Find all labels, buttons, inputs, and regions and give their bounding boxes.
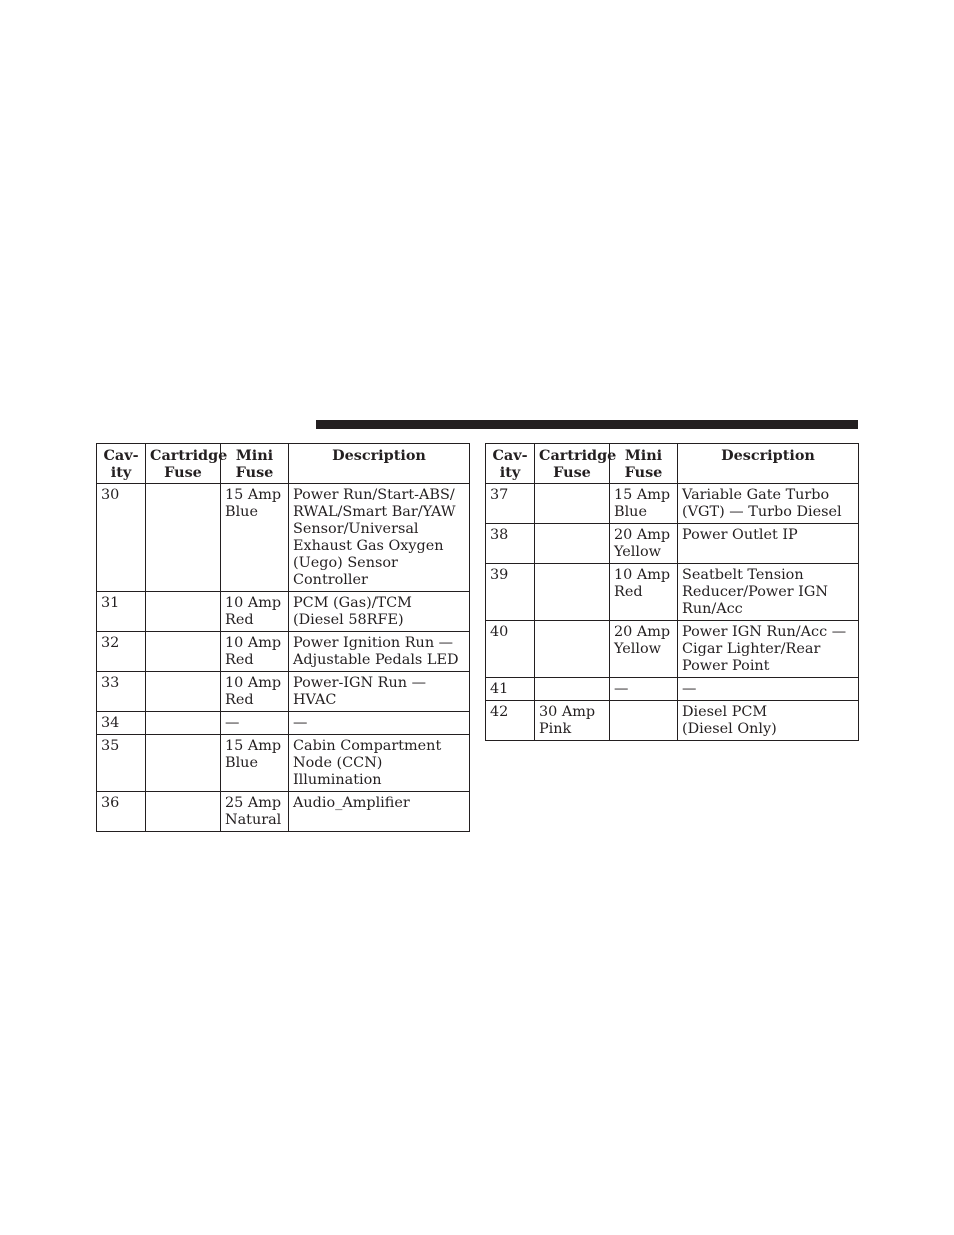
table-row — [97, 592, 470, 632]
cavity-cell: 30 — [97, 484, 146, 592]
header-description: Description — [289, 444, 470, 484]
table-row — [486, 484, 859, 524]
cartridge-cell: 30 Amp Pink — [535, 701, 610, 741]
header-mini-fuse: Mini Fuse — [610, 444, 678, 484]
table-row — [97, 672, 470, 712]
mini-fuse-cell: 15 Amp Blue — [221, 735, 289, 792]
description-cell: Diesel PCM (Diesel Only) — [678, 701, 859, 741]
description-cell: Seatbelt Tension Reducer/Power IGN Run/Acc — [678, 564, 859, 621]
description-cell: Power Run/Start-ABS/ RWAL/Smart Bar/YAW Sensor/Universal Exhaust Gas Oxygen (Uego) Sensor Controller — [289, 484, 470, 592]
cartridge-cell — [146, 484, 221, 592]
table-row — [97, 792, 470, 832]
cartridge-cell — [535, 524, 610, 564]
cavity-cell: 33 — [97, 672, 146, 712]
cavity-cell: 34 — [97, 712, 146, 735]
cavity-cell: 36 — [97, 792, 146, 832]
table-row — [486, 621, 859, 678]
cartridge-cell — [146, 592, 221, 632]
description-cell: — — [289, 712, 470, 735]
cavity-cell: 42 — [486, 701, 535, 741]
mini-fuse-cell: 10 Amp Red — [221, 672, 289, 712]
table-row — [486, 524, 859, 564]
table-row — [486, 564, 859, 621]
description-cell: Power Outlet IP — [678, 524, 859, 564]
cartridge-cell — [146, 672, 221, 712]
mini-fuse-cell: 10 Amp Red — [221, 632, 289, 672]
description-cell: Power Ignition Run — Adjustable Pedals LED — [289, 632, 470, 672]
table-row — [97, 712, 470, 735]
description-cell: Variable Gate Turbo (VGT) — Turbo Diesel — [678, 484, 859, 524]
mini-fuse-cell: — — [610, 678, 678, 701]
description-cell: PCM (Gas)/TCM (Diesel 58RFE) — [289, 592, 470, 632]
cartridge-cell — [535, 678, 610, 701]
header-description: Description — [678, 444, 859, 484]
mini-fuse-cell: 10 Amp Red — [610, 564, 678, 621]
description-cell: Audio_Amplifier — [289, 792, 470, 832]
table-row — [97, 632, 470, 672]
section-header-bar — [316, 420, 858, 429]
cartridge-cell — [535, 621, 610, 678]
cartridge-cell — [146, 712, 221, 735]
header-cavity: Cav- ity — [486, 444, 535, 484]
description-cell: — — [678, 678, 859, 701]
table-row — [97, 735, 470, 792]
cartridge-cell — [535, 564, 610, 621]
cartridge-cell — [146, 735, 221, 792]
cartridge-cell — [535, 484, 610, 524]
fuse-table-right — [485, 443, 859, 741]
table-row — [486, 701, 859, 741]
table-row — [486, 678, 859, 701]
cartridge-cell — [146, 792, 221, 832]
mini-fuse-cell: 25 Amp Natural — [221, 792, 289, 832]
cartridge-cell — [146, 632, 221, 672]
description-cell: Power-IGN Run — HVAC — [289, 672, 470, 712]
table-row — [97, 484, 470, 592]
cavity-cell: 31 — [97, 592, 146, 632]
description-cell: Cabin Compartment Node (CCN) Illumination — [289, 735, 470, 792]
header-cartridge-fuse: Cartridge Fuse — [146, 444, 221, 484]
cavity-cell: 41 — [486, 678, 535, 701]
mini-fuse-cell: 20 Amp Yellow — [610, 524, 678, 564]
cavity-cell: 39 — [486, 564, 535, 621]
fuse-table-left — [96, 443, 470, 832]
table-header-row — [97, 444, 470, 484]
mini-fuse-cell: 20 Amp Yellow — [610, 621, 678, 678]
cavity-cell: 35 — [97, 735, 146, 792]
description-cell: Power IGN Run/Acc — Cigar Lighter/Rear Power Point — [678, 621, 859, 678]
cavity-cell: 32 — [97, 632, 146, 672]
mini-fuse-cell: 10 Amp Red — [221, 592, 289, 632]
table-header-row — [486, 444, 859, 484]
mini-fuse-cell: 15 Amp Blue — [221, 484, 289, 592]
cavity-cell: 38 — [486, 524, 535, 564]
cavity-cell: 37 — [486, 484, 535, 524]
mini-fuse-cell: 15 Amp Blue — [610, 484, 678, 524]
mini-fuse-cell: — — [221, 712, 289, 735]
header-cavity: Cav- ity — [97, 444, 146, 484]
header-cartridge-fuse: Cartridge Fuse — [535, 444, 610, 484]
cavity-cell: 40 — [486, 621, 535, 678]
header-mini-fuse: Mini Fuse — [221, 444, 289, 484]
mini-fuse-cell — [610, 701, 678, 741]
